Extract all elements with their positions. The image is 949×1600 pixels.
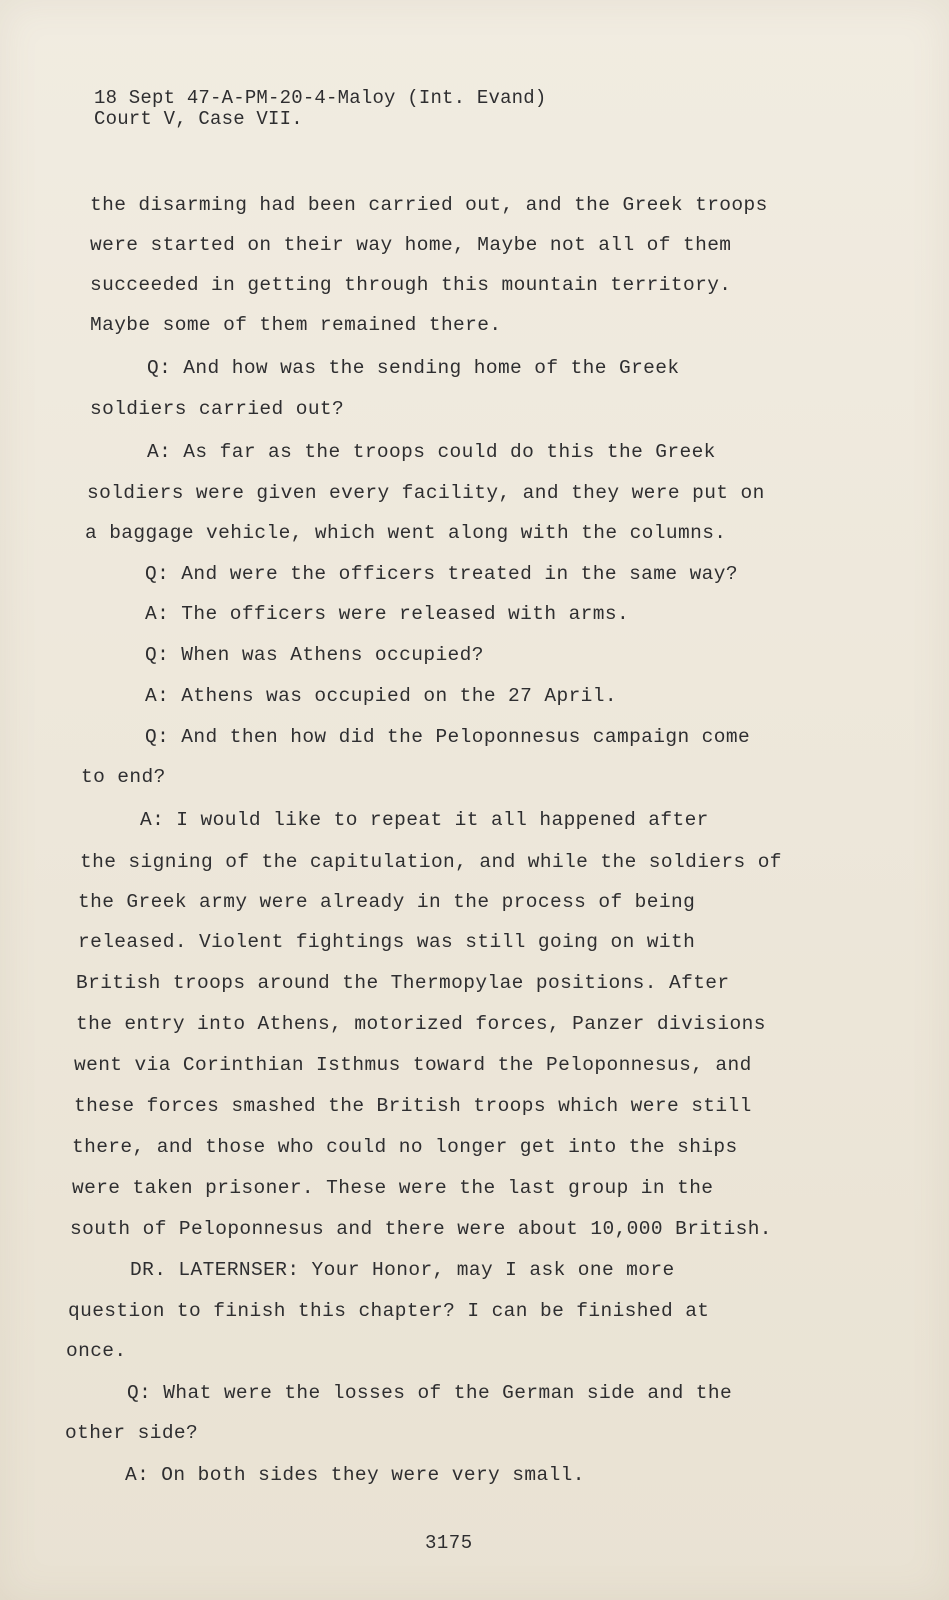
- transcript-line: the disarming had been carried out, and the Greek troops: [90, 194, 768, 216]
- answer-line: A: On both sides they were very small.: [125, 1464, 585, 1486]
- answer-line: A: Athens was occupied on the 27 April.: [145, 685, 617, 707]
- transcript-line: to end?: [81, 766, 166, 788]
- transcript-line: the entry into Athens, motorized forces, Panzer divisions: [76, 1013, 766, 1035]
- document-header: [94, 88, 546, 130]
- transcript-line: the signing of the capitulation, and while the soldiers of: [80, 851, 782, 873]
- question-line: Q: When was Athens occupied?: [145, 644, 484, 666]
- speaker-line: DR. LATERNSER: Your Honor, may I ask one more: [130, 1259, 675, 1281]
- transcript-line: went via Corinthian Isthmus toward the Peloponnesus, and: [74, 1054, 752, 1076]
- header-session-line: 18 Sept 47-A-PM-20-4-Maloy (Int. Evand): [94, 87, 547, 109]
- question-line: Q: What were the losses of the German side and the: [127, 1382, 733, 1404]
- transcript-line: soldiers carried out?: [90, 398, 345, 420]
- transcript-line: soldiers were given every facility, and they were put on: [87, 482, 765, 504]
- transcript-line: British troops around the Thermopylae positions. After: [76, 972, 730, 994]
- transcript-line: other side?: [65, 1422, 199, 1444]
- transcript-line: south of Peloponnesus and there were about 10,000 British.: [70, 1218, 772, 1240]
- transcript-line: succeeded in getting through this mountain territory.: [90, 274, 732, 296]
- transcript-line: were started on their way home, Maybe not all of them: [90, 234, 732, 256]
- answer-line: A: I would like to repeat it all happened after: [140, 809, 709, 831]
- answer-line: A: As far as the troops could do this the Greek: [147, 441, 716, 463]
- page-number: 3175: [425, 1532, 473, 1554]
- transcript-line: once.: [66, 1340, 127, 1362]
- header-court-line: Court V, Case VII.: [94, 108, 303, 130]
- question-line: Q: And were the officers treated in the same way?: [145, 563, 738, 585]
- transcript-line: these forces smashed the British troops which were still: [74, 1095, 752, 1117]
- transcript-line: released. Violent fightings was still going on with: [78, 931, 696, 953]
- transcript-line: a baggage vehicle, which went along with the columns.: [85, 522, 727, 544]
- question-line: Q: And then how did the Peloponnesus campaign come: [145, 726, 751, 748]
- transcript-line: question to finish this chapter? I can be finished at: [68, 1300, 710, 1322]
- transcript-line: were taken prisoner. These were the last group in the: [72, 1177, 714, 1199]
- transcript-line: there, and those who could no longer get into the ships: [72, 1136, 738, 1158]
- answer-line: A: The officers were released with arms.: [145, 603, 630, 625]
- question-line: Q: And how was the sending home of the Greek: [147, 357, 680, 379]
- transcript-line: the Greek army were already in the process of being: [78, 891, 696, 913]
- transcript-line: Maybe some of them remained there.: [90, 314, 502, 336]
